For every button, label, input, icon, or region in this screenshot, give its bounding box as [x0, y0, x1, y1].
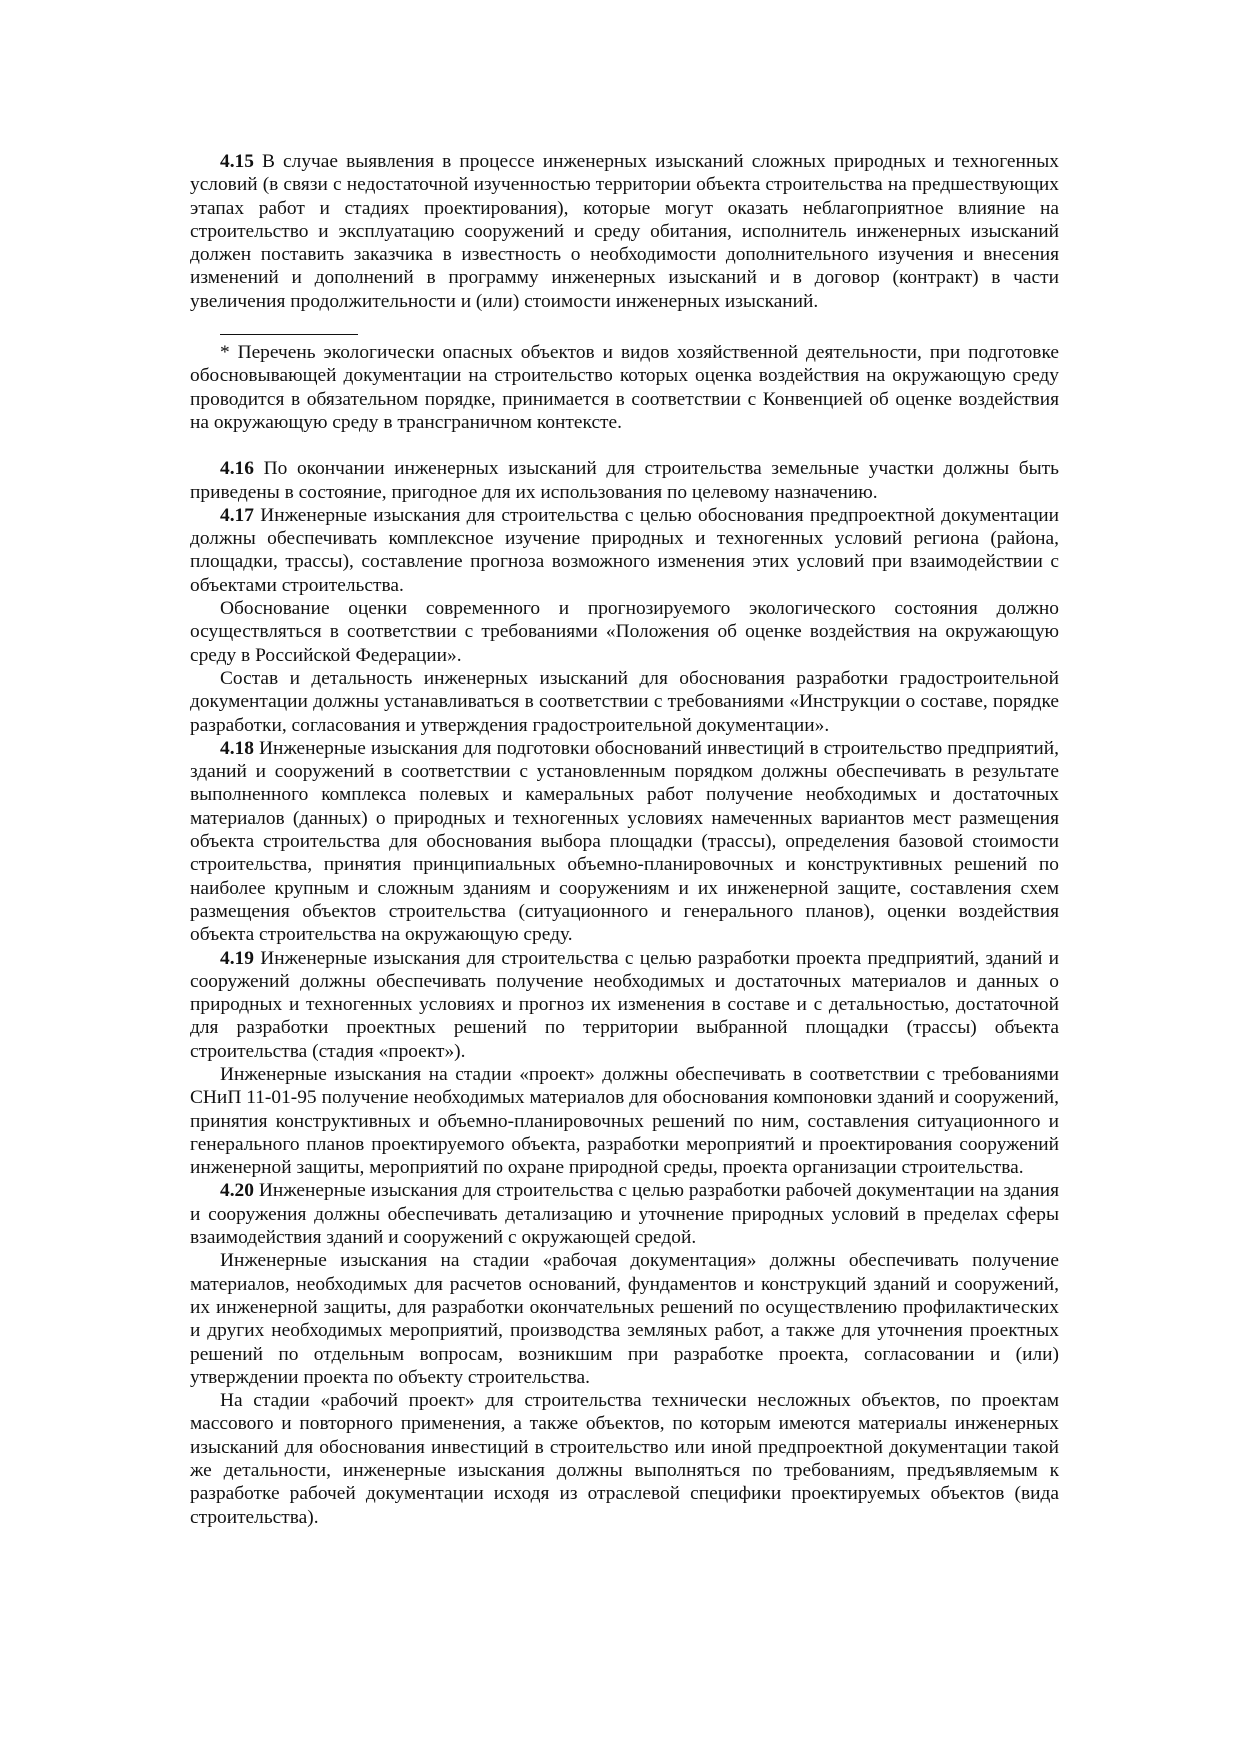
paragraph-4-16: [190, 457, 1059, 504]
spacer: [190, 434, 1059, 457]
document-page: [190, 150, 1059, 1529]
paragraph-text: Инженерные изыскания для строительства с целью обоснования предпроектной документации должны обеспечивать комплексное изучение природных и техногенных условий региона (района, площадки, трассы), составление прогноза возможного изменения этих условий при взаимодействии с объектами строительства.: [190, 504, 1059, 596]
paragraph: Обоснование оценки современного и прогнозируемого экологического состояния должно осуществляться в соответствии с требованиями «Положения об оценке воздействия на окружающую среду в Российской Федерации».: [190, 598, 1059, 666]
paragraph-text: По окончании инженерных изысканий для строительства земельные участки должны быть приведены в состояние, пригодное для их использования по целевому назначению.: [190, 458, 1059, 503]
paragraph: Состав и детальность инженерных изысканий для обоснования разработки градостроительной документации должны устанавливаться в соответствии с требованиями «Инструкции о составе, порядке разработки, согласования и утверждения градостроительной документации».: [190, 667, 1059, 736]
clause-number: 4.15: [220, 151, 254, 172]
paragraph: Инженерные изыскания на стадии «проект» должны обеспечивать в соответствии с требованиями СНиП 11-01-95 получение необходимых материалов для обоснования компоновки зданий и сооружений, принятия конструктивных и объемно-планировочных решений по ним, составления ситуационного и генерального планов проектируемого объекта, разработки мероприятий и проектирования сооружений инженерной защиты, мероприятий по охране природной среды, проекта организации строительства.: [190, 1063, 1059, 1179]
paragraph-text: Инженерные изыскания для строительства с целью разработки рабочей документации на здания и сооружения должны обеспечивать детализацию и уточнение природных условий в пределах сферы взаимодействия зданий и сооружений с окружающей средой.: [190, 1180, 1059, 1249]
clause-number: 4.17: [220, 504, 254, 526]
paragraph-4-15: [190, 150, 1059, 313]
paragraph: На стадии «рабочий проект» для строительства технически несложных объектов, по проектам массового и повторного применения, а также объектов, по которым имеются материалы инженерных изысканий для обоснования инвестиций в строительство или иной предпроектной документации такой же детальности, инженерные изыскания должны выполняться по требованиям, предъявляемым к разработке рабочей документации исходя из отраслевой специфики проектируемых объектов (вида строительства).: [190, 1390, 1059, 1528]
clause-number: 4.19: [220, 947, 254, 969]
paragraph-4-17: [190, 504, 1059, 597]
clause-number: 4.16: [220, 458, 254, 480]
paragraph-4-19: [190, 947, 1059, 1063]
paragraph-text: Инженерные изыскания для строительства с целью разработки проекта предприятий, зданий и сооружений должны обеспечивать получение необходимых и достаточных материалов и данных о природных и техногенных условиях и прогноз их изменения в составе и с детальностью, достаточной для разработки проектных решений по территории выбранной площадки (трассы) объекта строительства (стадия «проект»).: [190, 947, 1059, 1062]
paragraph-text: В случае выявления в процессе инженерных изысканий сложных природных и техногенных условий (в связи с недостаточной изученностью территории объекта строительства на предшествующих этапах работ и стадиях проектирования), которые могут оказать неблагоприятное влияние на строительство и эксплуатацию сооружений и среду обитания, исполнитель инженерных изысканий должен поставить заказчика в известность о необходимости дополнительного изучения и внесения изменений и дополнений в программу инженерных изысканий и в договор (контракт) в части увеличения продолжительности и (или) стоимости инженерных изысканий.: [190, 151, 1059, 312]
clause-number: 4.18: [220, 737, 254, 759]
paragraph: Инженерные изыскания на стадии «рабочая документация» должны обеспечивать получение материалов, необходимых для расчетов оснований, фундаментов и конструкций зданий и сооружений, их инженерной защиты, для разработки окончательных решений по осуществлению профилактических и других необходимых мероприятий, производства земляных работ, а также для уточнения проектных решений по отдельным вопросам, возникшим при разработке проекта, согласовании и (или) утверждении проекта по объекту строительства.: [190, 1250, 1059, 1388]
paragraph-text: Инженерные изыскания для подготовки обоснований инвестиций в строительство предприятий, зданий и сооружений в соответствии с установленным порядком должны обеспечивать в результате выполненного комплекса полевых и камеральных работ получение необходимых и достаточных материалов (данных) о природных и техногенных условиях намеченных вариантов мест размещения объекта строительства для обоснования выбора площадки (трассы), определения базовой стоимости строительства, принятия принципиальных объемно-планировочных и конструктивных решений по наиболее крупным и сложным зданиям и сооружениям и их инженерной защите, составления схем размещения объектов строительства (ситуационного и генерального планов), оценки воздействия объекта строительства на окружающую среду.: [190, 737, 1059, 946]
paragraph-4-20: [190, 1179, 1059, 1249]
clause-number: 4.20: [220, 1180, 254, 1202]
footnote: * Перечень экологически опасных объектов и видов хозяйственной деятельности, при подготовке обосновывающей документации на строительство которых оценка воздействия на окружающую среду проводится в обязательном порядке, принимается в соответствии с Конвенцией об оценке воздействия на окружающую среду в трансграничном контексте.: [190, 342, 1059, 433]
paragraph-4-18: [190, 737, 1059, 947]
footnote-separator: [220, 334, 358, 335]
